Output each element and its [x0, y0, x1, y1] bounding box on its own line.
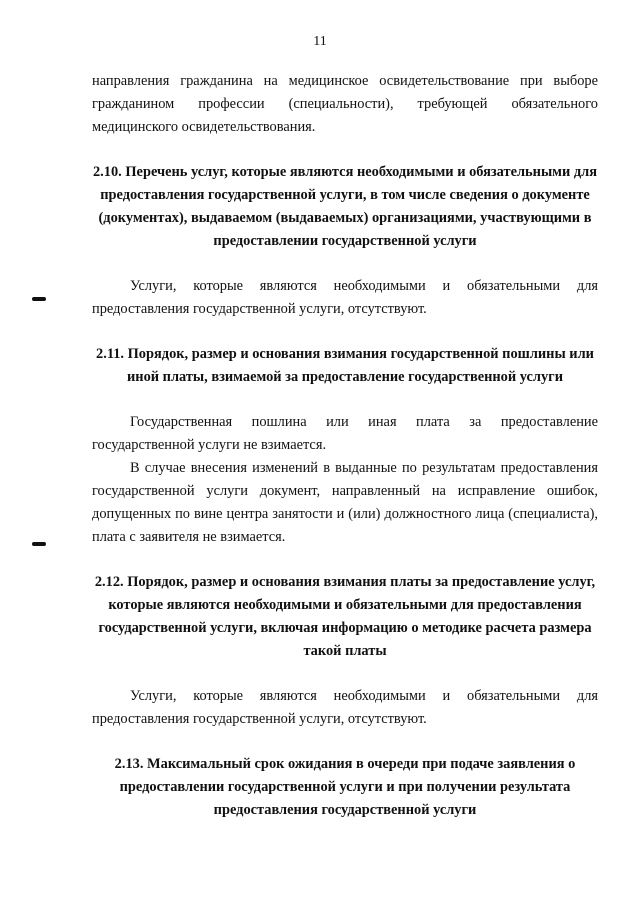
section-heading-2-12: 2.12. Порядок, размер и основания взимания платы за предоставление услуг, которые являются необходимыми и обязательными для предоставления государственной услуги, включая информацию о методике расчета размера такой платы	[94, 574, 596, 659]
paragraph-2-11-b: В случае внесения изменений в выданные по результатам предоставления государственной услуги документ, направленный на исправление ошибок, допущенных по вине центра занятости и (или) должностного лица (специалиста), плата с заявителя не взимается.	[92, 460, 598, 545]
section-heading-2-13: 2.13. Максимальный срок ожидания в очереди при подаче заявления о предоставлении государственной услуги и при получении результата предоставления государственной услуги	[114, 756, 576, 818]
section-heading-2-11: 2.11. Порядок, размер и основания взимания государственной пошлины или иной платы, взимаемой за предоставление государственной услуги	[96, 346, 594, 385]
document-body	[92, 70, 598, 822]
page-number: 11	[313, 34, 327, 49]
paragraph-2-12: Услуги, которые являются необходимыми и обязательными для предоставления государственной услуги, отсутствуют.	[92, 688, 598, 727]
section-heading-2-10: 2.10. Перечень услуг, которые являются необходимыми и обязательными для предоставления государственной услуги, в том числе сведения о документе (документах), выдаваемом (выдаваемых) организациями, участвующими в предоставлении государственной услуги	[92, 164, 598, 249]
margin-mark	[32, 297, 46, 301]
paragraph-continuation: направления гражданина на медицинское освидетельствование при выборе гражданином профессии (специальности), требующей обязательного медицинского освидетельствования.	[92, 73, 598, 135]
paragraph-2-10: Услуги, которые являются необходимыми и обязательными для предоставления государственной услуги, отсутствуют.	[92, 278, 598, 317]
margin-mark	[32, 542, 46, 546]
paragraph-2-11-a: Государственная пошлина или иная плата за предоставление государственной услуги не взимается.	[92, 414, 598, 453]
